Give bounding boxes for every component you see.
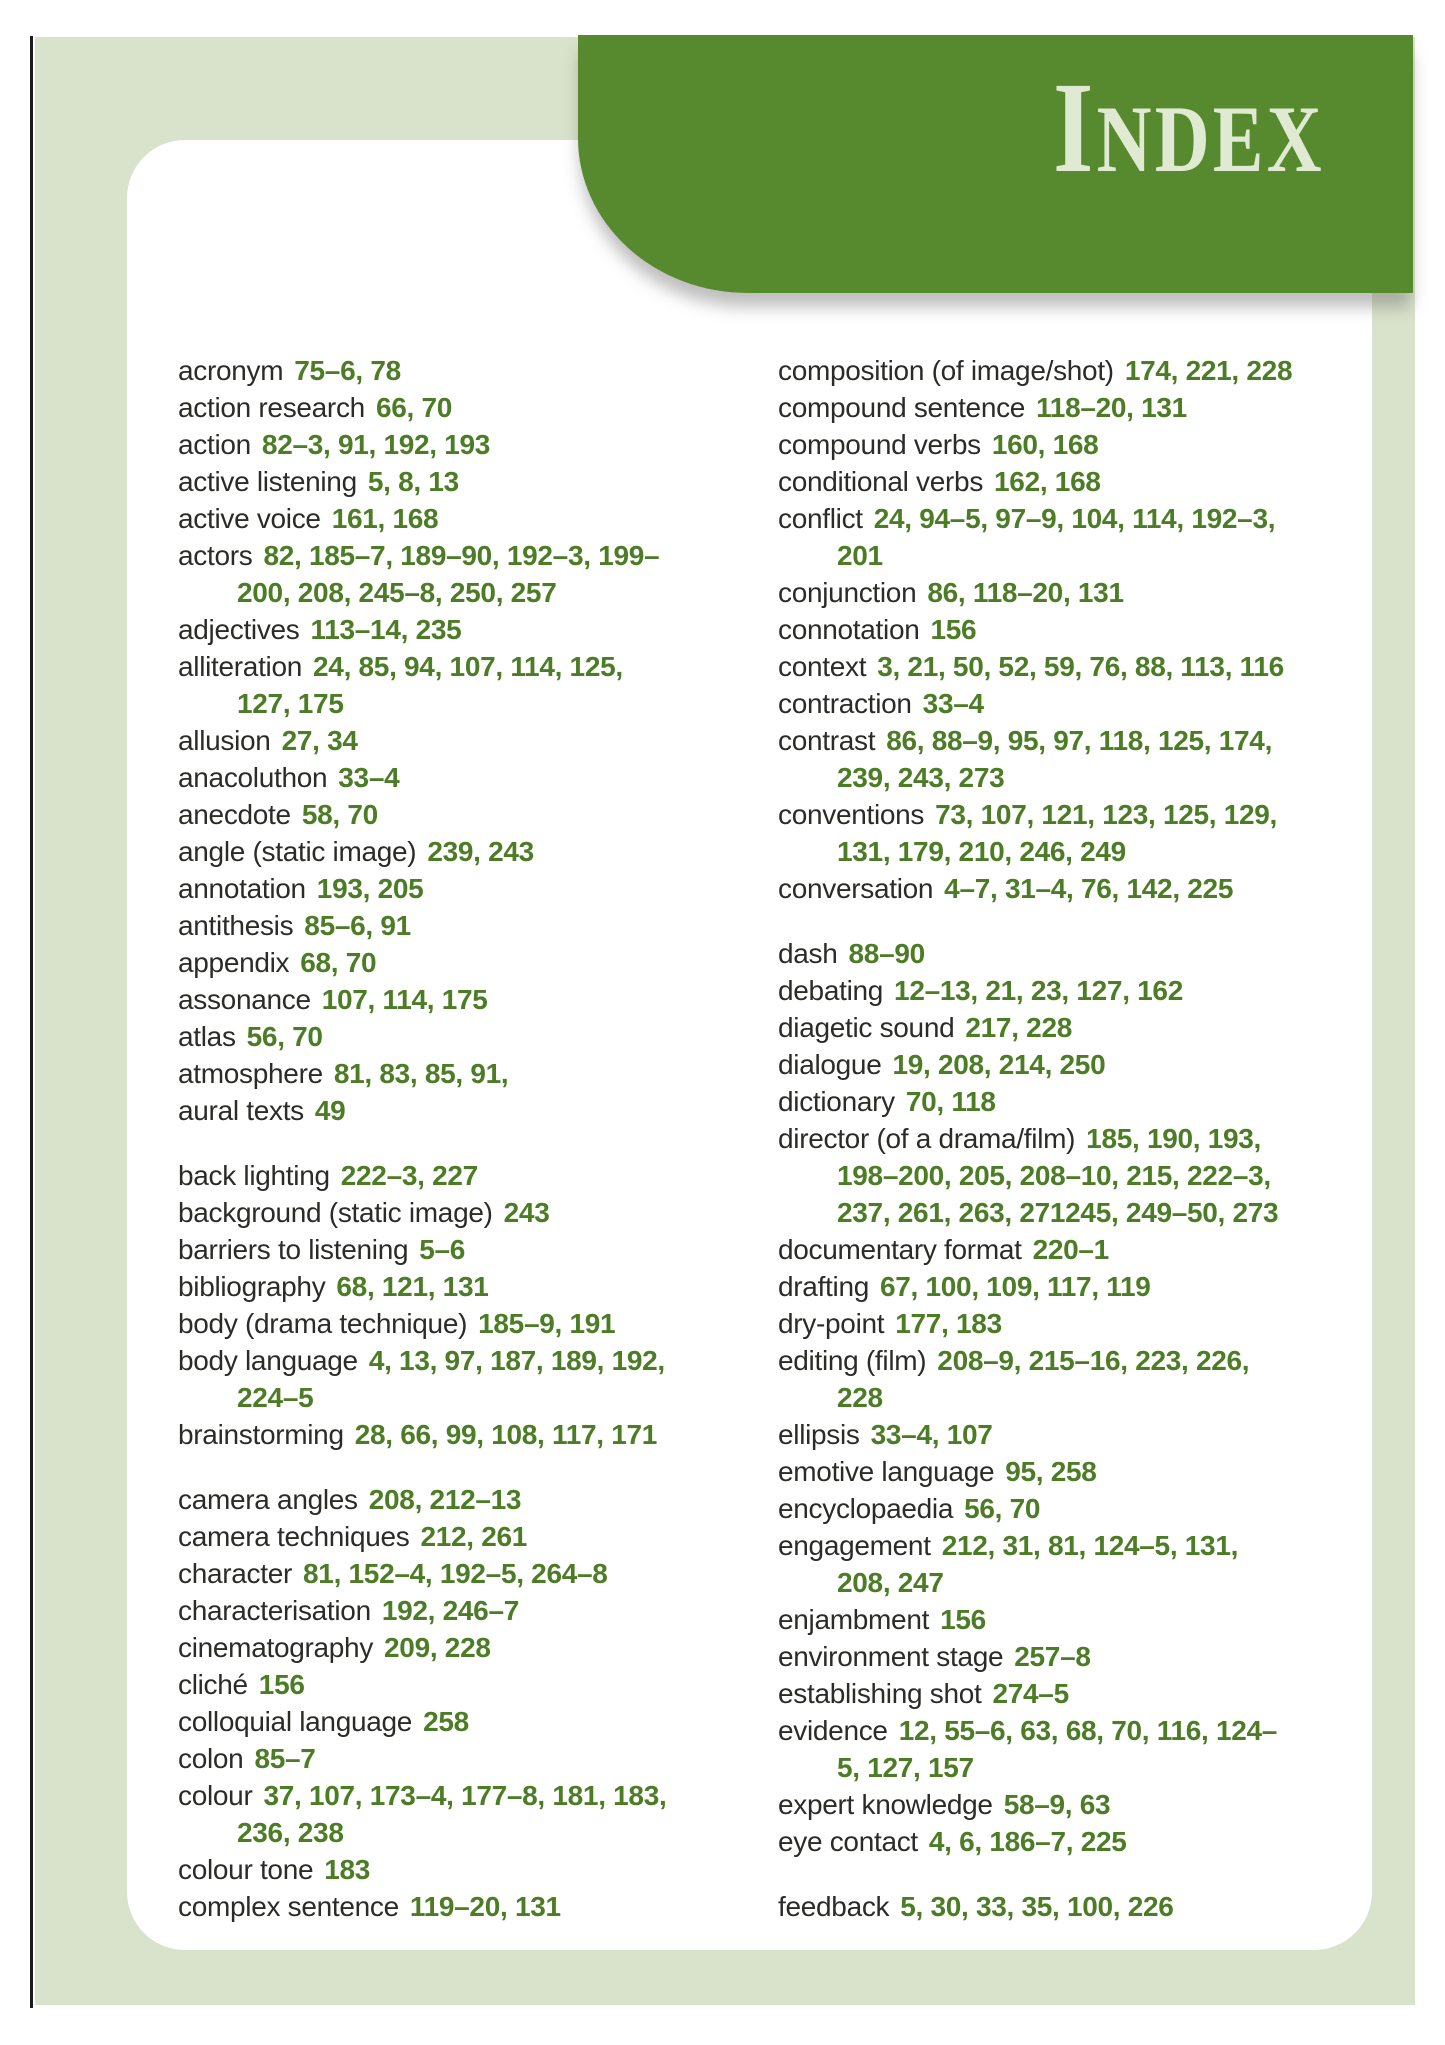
entry-term: emotive language bbox=[778, 1456, 995, 1487]
index-entry bbox=[178, 833, 723, 870]
entry-page-numbers: 192, 246–7 bbox=[381, 1595, 519, 1626]
entry-page-numbers: 4, 6, 186–7, 225 bbox=[928, 1826, 1127, 1857]
page-title bbox=[1053, 53, 1325, 214]
index-entry bbox=[778, 1083, 1363, 1120]
entry-page-numbers: 222–3, 227 bbox=[340, 1160, 478, 1191]
entry-term: conditional verbs bbox=[778, 466, 984, 497]
index-entry bbox=[178, 1092, 723, 1129]
entry-page-numbers: 208, 212–13 bbox=[368, 1484, 522, 1515]
entry-term: barriers to listening bbox=[178, 1234, 409, 1265]
entry-page-numbers: 208, 247 bbox=[837, 1567, 944, 1598]
index-entry bbox=[178, 463, 723, 500]
index-entry bbox=[778, 972, 1363, 1009]
index-entry bbox=[178, 426, 723, 463]
entry-page-numbers: 208–9, 215–16, 223, 226, bbox=[937, 1345, 1250, 1376]
index-entry bbox=[178, 759, 723, 796]
entry-term: acronym bbox=[178, 355, 284, 386]
entry-term: documentary format bbox=[778, 1234, 1022, 1265]
entry-term: action bbox=[178, 429, 251, 460]
entry-term: compound verbs bbox=[778, 429, 981, 460]
entry-page-numbers: 209, 228 bbox=[384, 1632, 491, 1663]
entry-term: actors bbox=[178, 540, 253, 571]
entry-term: antithesis bbox=[178, 910, 294, 941]
index-entry bbox=[178, 1851, 723, 1888]
index-entry bbox=[778, 722, 1363, 759]
entry-page-numbers: 86, 88–9, 95, 97, 118, 125, 174, bbox=[886, 725, 1273, 756]
index-header-banner bbox=[578, 35, 1413, 293]
entry-page-numbers: 27, 34 bbox=[281, 725, 358, 756]
entry-page-numbers: 212, 261 bbox=[420, 1521, 528, 1552]
entry-term: back lighting bbox=[178, 1160, 330, 1191]
entry-page-numbers: 68, 70 bbox=[300, 947, 377, 978]
entry-term: environment stage bbox=[778, 1641, 1004, 1672]
index-entry bbox=[778, 389, 1363, 426]
entry-page-numbers: 183 bbox=[324, 1854, 371, 1885]
index-entry bbox=[178, 1629, 723, 1666]
entry-page-numbers: 185–9, 191 bbox=[478, 1308, 616, 1339]
entry-term: characterisation bbox=[178, 1595, 371, 1626]
entry-page-numbers: 28, 66, 99, 108, 117, 171 bbox=[354, 1419, 658, 1450]
index-entry bbox=[178, 1740, 723, 1777]
entry-page-numbers: 127, 175 bbox=[237, 688, 344, 719]
entry-page-numbers: 156 bbox=[940, 1604, 986, 1635]
index-column-left bbox=[178, 352, 723, 1925]
entry-page-numbers: 85–6, 91 bbox=[304, 910, 411, 941]
index-entry bbox=[178, 1055, 723, 1092]
entry-page-numbers: 24, 85, 94, 107, 114, 125, bbox=[313, 651, 623, 682]
left-rule-line bbox=[30, 36, 33, 2008]
index-entry bbox=[778, 1453, 1363, 1490]
index-group bbox=[778, 935, 1363, 1860]
entry-page-numbers: 12, 55–6, 63, 68, 70, 116, 124– bbox=[898, 1715, 1278, 1746]
index-entry bbox=[778, 611, 1363, 648]
entry-term: allusion bbox=[178, 725, 271, 756]
entry-page-numbers: 5–6 bbox=[419, 1234, 466, 1265]
entry-term: camera techniques bbox=[178, 1521, 410, 1552]
entry-term: dialogue bbox=[778, 1049, 882, 1080]
entry-term: body (drama technique) bbox=[178, 1308, 468, 1339]
entry-page-numbers: 58, 70 bbox=[301, 799, 378, 830]
index-entry bbox=[778, 870, 1363, 907]
index-entry bbox=[778, 648, 1363, 685]
entry-term: enjambment bbox=[778, 1604, 930, 1635]
index-entry-continuation bbox=[178, 1379, 723, 1416]
index-entry bbox=[778, 1786, 1363, 1823]
entry-term: dictionary bbox=[778, 1086, 895, 1117]
index-entry bbox=[778, 796, 1363, 833]
entry-term: evidence bbox=[778, 1715, 888, 1746]
index-entry-continuation bbox=[778, 759, 1363, 796]
index-entry bbox=[178, 500, 723, 537]
index-entry bbox=[778, 574, 1363, 611]
index-entry bbox=[178, 1888, 723, 1925]
index-entry bbox=[778, 1342, 1363, 1379]
index-entry-continuation bbox=[178, 574, 723, 611]
entry-term: feedback bbox=[778, 1891, 890, 1922]
index-entry bbox=[178, 1231, 723, 1268]
entry-page-numbers: 75–6, 78 bbox=[294, 355, 401, 386]
entry-page-numbers: 24, 94–5, 97–9, 104, 114, 192–3, bbox=[873, 503, 1276, 534]
entry-term: body language bbox=[178, 1345, 358, 1376]
entry-term: engagement bbox=[778, 1530, 931, 1561]
entry-term: expert knowledge bbox=[778, 1789, 993, 1820]
entry-page-numbers: 81, 152–4, 192–5, 264–8 bbox=[303, 1558, 608, 1589]
entry-term: background (static image) bbox=[178, 1197, 493, 1228]
entry-term: alliteration bbox=[178, 651, 303, 682]
entry-page-numbers: 156 bbox=[258, 1669, 305, 1700]
index-entry bbox=[178, 1703, 723, 1740]
entry-term: adjectives bbox=[178, 614, 300, 645]
entry-page-numbers: 258 bbox=[423, 1706, 469, 1737]
entry-page-numbers: 95, 258 bbox=[1005, 1456, 1097, 1487]
entry-page-numbers: 161, 168 bbox=[331, 503, 439, 534]
entry-page-numbers: 212, 31, 81, 124–5, 131, bbox=[941, 1530, 1239, 1561]
entry-page-numbers: 160, 168 bbox=[991, 429, 1099, 460]
index-entry-continuation bbox=[778, 537, 1363, 574]
index-group bbox=[778, 1888, 1363, 1925]
entry-term: complex sentence bbox=[178, 1891, 399, 1922]
entry-page-numbers: 33–4 bbox=[338, 762, 400, 793]
entry-page-numbers: 224–5 bbox=[237, 1382, 314, 1413]
entry-term: anecdote bbox=[178, 799, 291, 830]
index-entry bbox=[778, 1268, 1363, 1305]
entry-term: annotation bbox=[178, 873, 306, 904]
entry-term: colour bbox=[178, 1780, 253, 1811]
entry-page-numbers: 85–7 bbox=[254, 1743, 316, 1774]
entry-page-numbers: 198–200, 205, 208–10, 215, 222–3, bbox=[837, 1160, 1271, 1191]
index-entry bbox=[778, 1231, 1363, 1268]
entry-term: colon bbox=[178, 1743, 244, 1774]
entry-term: contrast bbox=[778, 725, 876, 756]
entry-page-numbers: 239, 243 bbox=[427, 836, 534, 867]
entry-term: active listening bbox=[178, 466, 357, 497]
index-entry-continuation bbox=[778, 1564, 1363, 1601]
entry-page-numbers: 33–4 bbox=[922, 688, 984, 719]
index-entry-continuation bbox=[778, 1749, 1363, 1786]
entry-term: editing (film) bbox=[778, 1345, 927, 1376]
entry-term: appendix bbox=[178, 947, 290, 978]
index-entry bbox=[178, 1342, 723, 1379]
index-entry bbox=[178, 1305, 723, 1342]
entry-page-numbers: 257–8 bbox=[1014, 1641, 1091, 1672]
entry-term: colour tone bbox=[178, 1854, 314, 1885]
index-entry bbox=[178, 1157, 723, 1194]
entry-page-numbers: 82, 185–7, 189–90, 192–3, 199– bbox=[263, 540, 660, 571]
entry-term: debating bbox=[778, 975, 884, 1006]
entry-page-numbers: 193, 205 bbox=[316, 873, 424, 904]
entry-page-numbers: 239, 243, 273 bbox=[837, 762, 1005, 793]
index-entry bbox=[778, 935, 1363, 972]
entry-term: colloquial language bbox=[178, 1706, 413, 1737]
index-entry-continuation bbox=[778, 1379, 1363, 1416]
entry-page-numbers: 66, 70 bbox=[375, 392, 452, 423]
entry-term: bibliography bbox=[178, 1271, 326, 1302]
entry-term: brainstorming bbox=[178, 1419, 344, 1450]
entry-term: context bbox=[778, 651, 867, 682]
entry-page-numbers: 113–14, 235 bbox=[310, 614, 462, 645]
index-entry bbox=[778, 463, 1363, 500]
entry-term: dry-point bbox=[778, 1308, 885, 1339]
entry-term: conventions bbox=[778, 799, 925, 830]
entry-page-numbers: 82–3, 91, 192, 193 bbox=[261, 429, 491, 460]
entry-page-numbers: 118–20, 131 bbox=[1036, 392, 1187, 423]
entry-page-numbers: 177, 183 bbox=[895, 1308, 1002, 1339]
index-entry-continuation bbox=[778, 1157, 1363, 1194]
index-entry-continuation bbox=[778, 1194, 1363, 1231]
index-entry bbox=[778, 1490, 1363, 1527]
index-entry bbox=[778, 1416, 1363, 1453]
index-group bbox=[778, 352, 1363, 907]
entry-term: conjunction bbox=[778, 577, 917, 608]
index-entry bbox=[778, 1527, 1363, 1564]
index-entry bbox=[178, 352, 723, 389]
index-entry-continuation bbox=[778, 833, 1363, 870]
entry-term: camera angles bbox=[178, 1484, 358, 1515]
index-entry bbox=[778, 1638, 1363, 1675]
entry-term: assonance bbox=[178, 984, 311, 1015]
entry-term: eye contact bbox=[778, 1826, 918, 1857]
index-entry bbox=[178, 1268, 723, 1305]
entry-term: composition (of image/shot) bbox=[778, 355, 1114, 386]
index-entry bbox=[178, 796, 723, 833]
index-entry-continuation bbox=[178, 685, 723, 722]
entry-term: contraction bbox=[778, 688, 912, 719]
index-entry bbox=[778, 1712, 1363, 1749]
entry-term: active voice bbox=[178, 503, 321, 534]
entry-page-numbers: 67, 100, 109, 117, 119 bbox=[880, 1271, 1151, 1302]
page-title-rest: NDEX bbox=[1096, 86, 1325, 192]
index-entry bbox=[778, 1601, 1363, 1638]
entry-page-numbers: 70, 118 bbox=[905, 1086, 996, 1117]
entry-page-numbers: 56, 70 bbox=[246, 1021, 323, 1052]
entry-term: conflict bbox=[778, 503, 863, 534]
index-entry bbox=[778, 352, 1363, 389]
entry-term: establishing shot bbox=[778, 1678, 982, 1709]
index-entry bbox=[178, 870, 723, 907]
entry-term: encyclopaedia bbox=[778, 1493, 954, 1524]
index-entry bbox=[178, 537, 723, 574]
entry-page-numbers: 243 bbox=[503, 1197, 550, 1228]
entry-page-numbers: 201 bbox=[837, 540, 883, 571]
entry-page-numbers: 5, 8, 13 bbox=[367, 466, 459, 497]
entry-page-numbers: 220–1 bbox=[1032, 1234, 1109, 1265]
index-group bbox=[178, 352, 723, 1129]
index-entry bbox=[778, 1009, 1363, 1046]
entry-page-numbers: 131, 179, 210, 246, 249 bbox=[837, 836, 1126, 867]
index-entry-continuation bbox=[178, 1814, 723, 1851]
index-entry bbox=[178, 1666, 723, 1703]
entry-page-numbers: 56, 70 bbox=[964, 1493, 1041, 1524]
index-entry bbox=[178, 981, 723, 1018]
index-entry bbox=[178, 907, 723, 944]
index-entry bbox=[778, 1675, 1363, 1712]
index-entry bbox=[778, 1046, 1363, 1083]
index-entry bbox=[778, 1305, 1363, 1342]
entry-page-numbers: 5, 30, 33, 35, 100, 226 bbox=[900, 1891, 1174, 1922]
entry-page-numbers: 162, 168 bbox=[994, 466, 1101, 497]
index-entry bbox=[178, 648, 723, 685]
entry-term: cinematography bbox=[178, 1632, 374, 1663]
entry-term: cliché bbox=[178, 1669, 248, 1700]
entry-page-numbers: 37, 107, 173–4, 177–8, 181, 183, bbox=[263, 1780, 667, 1811]
entry-term: connotation bbox=[778, 614, 920, 645]
entry-page-numbers: 12–13, 21, 23, 127, 162 bbox=[894, 975, 1183, 1006]
entry-page-numbers: 19, 208, 214, 250 bbox=[892, 1049, 1106, 1080]
index-group bbox=[178, 1481, 723, 1925]
entry-page-numbers: 156 bbox=[930, 614, 977, 645]
entry-term: director (of a drama/film) bbox=[778, 1123, 1076, 1154]
index-entry bbox=[778, 685, 1363, 722]
entry-page-numbers: 236, 238 bbox=[237, 1817, 344, 1848]
index-entry bbox=[178, 722, 723, 759]
index-entry bbox=[178, 1194, 723, 1231]
index-entry bbox=[178, 1555, 723, 1592]
entry-term: atlas bbox=[178, 1021, 236, 1052]
entry-page-numbers: 107, 114, 175 bbox=[321, 984, 488, 1015]
entry-page-numbers: 185, 190, 193, bbox=[1086, 1123, 1262, 1154]
entry-page-numbers: 4, 13, 97, 187, 189, 192, bbox=[368, 1345, 665, 1376]
index-entry bbox=[778, 1823, 1363, 1860]
entry-page-numbers: 274–5 bbox=[992, 1678, 1069, 1709]
entry-page-numbers: 200, 208, 245–8, 250, 257 bbox=[237, 577, 557, 608]
entry-term: angle (static image) bbox=[178, 836, 417, 867]
entry-term: character bbox=[178, 1558, 293, 1589]
entry-term: diagetic sound bbox=[778, 1012, 955, 1043]
index-entry bbox=[178, 944, 723, 981]
entry-page-numbers: 3, 21, 50, 52, 59, 76, 88, 113, 116 bbox=[877, 651, 1284, 682]
index-column-right bbox=[778, 352, 1363, 1925]
entry-page-numbers: 174, 221, 228 bbox=[1124, 355, 1293, 386]
entry-term: drafting bbox=[778, 1271, 869, 1302]
page-title-initial: I bbox=[1053, 56, 1097, 200]
entry-page-numbers: 217, 228 bbox=[965, 1012, 1072, 1043]
index-entry bbox=[178, 1518, 723, 1555]
index-entry bbox=[778, 426, 1363, 463]
index-entry bbox=[178, 1777, 723, 1814]
entry-page-numbers: 88–90 bbox=[848, 938, 925, 969]
entry-term: action research bbox=[178, 392, 365, 423]
entry-page-numbers: 33–4, 107 bbox=[870, 1419, 993, 1450]
entry-page-numbers: 5, 127, 157 bbox=[837, 1752, 974, 1783]
index-entry bbox=[178, 1592, 723, 1629]
entry-page-numbers: 237, 261, 263, 271245, 249–50, 273 bbox=[837, 1197, 1279, 1228]
entry-page-numbers: 119–20, 131 bbox=[409, 1891, 561, 1922]
index-entry bbox=[178, 1018, 723, 1055]
entry-page-numbers: 49 bbox=[314, 1095, 346, 1126]
index-entry bbox=[178, 1481, 723, 1518]
entry-term: aural texts bbox=[178, 1095, 304, 1126]
entry-term: compound sentence bbox=[778, 392, 1026, 423]
index-group bbox=[178, 1157, 723, 1453]
index-entry bbox=[178, 1416, 723, 1453]
entry-term: dash bbox=[778, 938, 838, 969]
index-entry bbox=[178, 611, 723, 648]
entry-term: anacoluthon bbox=[178, 762, 328, 793]
entry-term: atmosphere bbox=[178, 1058, 323, 1089]
entry-page-numbers: 58–9, 63 bbox=[1003, 1789, 1111, 1820]
entry-page-numbers: 68, 121, 131 bbox=[336, 1271, 489, 1302]
entry-page-numbers: 4–7, 31–4, 76, 142, 225 bbox=[944, 873, 1234, 904]
entry-term: conversation bbox=[778, 873, 934, 904]
entry-page-numbers: 228 bbox=[837, 1382, 883, 1413]
entry-page-numbers: 81, 83, 85, 91, bbox=[333, 1058, 509, 1089]
index-entry bbox=[778, 1888, 1363, 1925]
entry-term: ellipsis bbox=[778, 1419, 860, 1450]
entry-page-numbers: 86, 118–20, 131 bbox=[927, 577, 1124, 608]
index-entry bbox=[778, 500, 1363, 537]
index-entry bbox=[778, 1120, 1363, 1157]
index-entry bbox=[178, 389, 723, 426]
entry-page-numbers: 73, 107, 121, 123, 125, 129, bbox=[935, 799, 1278, 830]
